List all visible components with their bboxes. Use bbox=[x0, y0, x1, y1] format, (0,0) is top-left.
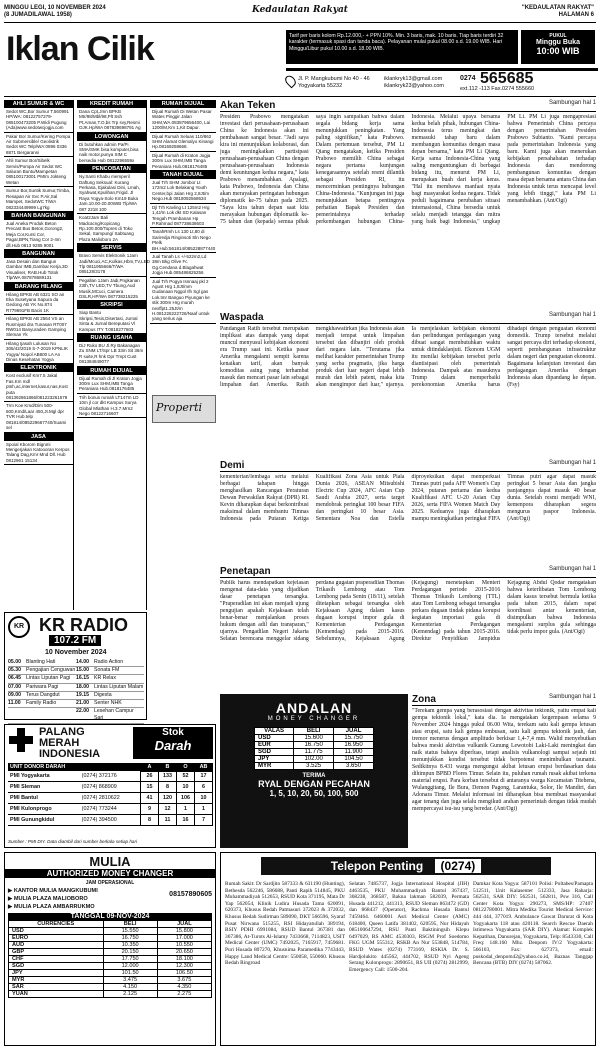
program-time: 06.45 bbox=[8, 675, 21, 682]
pmi-unit-header: UNIT DONOR DARAH bbox=[8, 763, 141, 771]
hours-box bbox=[521, 30, 595, 64]
currency-code: SAR bbox=[9, 984, 104, 991]
mulia-col-header: BELI bbox=[103, 921, 157, 928]
telepon-title: Telepon Penting bbox=[330, 859, 424, 873]
phone-number: 565685 bbox=[480, 70, 534, 87]
kr-radio-box bbox=[4, 612, 147, 720]
location-pin-icon bbox=[283, 74, 298, 89]
rate-value: 11.900 bbox=[334, 749, 374, 756]
classified-heading: BANGUNAN bbox=[4, 250, 73, 258]
pmi-title-3: INDONESIA bbox=[39, 748, 101, 760]
hours-tag: PUKUL bbox=[549, 33, 567, 39]
currency-code: CHF bbox=[9, 956, 104, 963]
blood-stock-value: 1 bbox=[177, 804, 195, 815]
andalan-promo-2: RYAL DENGAN PECAHAN bbox=[258, 779, 370, 789]
article-title: Akan Teken bbox=[220, 100, 276, 111]
rate-value: 106.50 bbox=[157, 970, 211, 977]
masthead-right bbox=[522, 5, 594, 19]
rate-value: 3.475 bbox=[103, 977, 157, 984]
article-body: "Terekam gempa yang berasosiasi dengan aktivitas tektonik, yaitu empat kali gempa tektonik lokal," kata dia. Ia mengatakan kegempaan selama 9 November 2024 hingga pukul 06.00 Wita, terekam satu kali gempa letusan atau erupsi, satu kali gempa embusan, satu kali gempa tektonik jauh, dan tremor menerus dengan amplitudo berkisar 1,4-7,4 mm. Walid menyebutkan bahwa meski aktivitas vulkanik Gunung Lewotobi Laki-Laki meningkat dan naik status bahaya diperluas, tetapi analisis vulkanologi sampai sejauh ini menunjukkan kondisi tersebut tidak berpotensi menimbulkan tsunami. Sedikitnya 8.431 warga mengungsi akibat letusan erupsi berdasarkan data dihimpun BPBD Flores Timur. Selain itu, puluhan rumah rusak akibat terkena material erupsi. Para korban tersebut di antaranya warga Kecamatan Titehena, Wulanggitang, Ile Bura, Demon Pagong, Larantuka, Solor, Ile Mandiri, dan Adonara Timur. Melalui informasi ini diharapkan bisa membuat masyarakat agar tenang dan juga selalu mengikuti arahan pemerintah dengan tidak mudah mempercayai isu-isu yang beredar. (Ant/Ogi) bbox=[412, 708, 596, 812]
rate-value: 10.550 bbox=[157, 942, 211, 949]
rate-value: 4.150 bbox=[103, 984, 157, 991]
classified-ad: Jual Aneka Produk Beton Precast Bus Beton,Gorong2, Meja Cor,Kursi Cor, Pagar,BPN,Tiang Cor 2-4m dll.Hub 0813 9285 9001 bbox=[4, 220, 73, 250]
address-line2: Yogyakarta 55232 bbox=[298, 83, 343, 89]
article-body: Publik harus mendapatkan kejelasan mengenai data-data yang dijadikan dasar penetapan tersangka. "Praperadilan ini akan menjadi ujung pengujian apakah Kejaksaan telah benar-benar menjalankan proses hukum dengan adil dan transparan," ujarnya. Pengadilan Negeri Jakarta Selatan berencana menggelar sidang perdana gugatan praperadilan Thomas Trikasih Lembong atau Tom Lembong pada Senin (18/11), setelah ditetapkan sebagai tersangka oleh Kejaksaan Agung dalam kasus dugaan korupsi impor gula di Kementerian Perdagangan (Kemendag) pada 2015-2016. Sebelumnya, Kejaksaan Agung (Kejagung) menetapkan Menteri Perdagangan periode 2015-2016 Thomas Trikasih Lembong (TTL) atau Tom Lembong sebagai tersangka perkara dugaan tindak pidana korupsi kegiatan importasi gula di Kementerian Perdagangan (Kemendag) pada tahun 2015-2016. Direktur Penyidikan Jampidus Kejagung Abdul Qodar mengatakan bahwa keterlibatan Tom Lembong dalam kasus tersebut bermula ketika pada tahun 2015, dalam rapat koordinasi antar kementerian, disimpulkan bahwa Indonesia mengalami surplus gula sehingga tidak perlu impor gula. (Ant/Ogi) bbox=[220, 580, 596, 642]
program-name: Radio Action bbox=[94, 659, 124, 665]
program-time: 11.00 bbox=[8, 700, 21, 707]
email-2[interactable]: iklankryk23@yahoo.com bbox=[384, 83, 444, 89]
classified-heading: LOWONGAN bbox=[77, 133, 146, 141]
mulia-rate-row bbox=[9, 942, 212, 949]
phone-ext: ext.112 -113 Fax.0274 555660 bbox=[460, 86, 535, 92]
masthead-page: HALAMAN 6 bbox=[558, 12, 594, 18]
andalan-rate-row bbox=[255, 742, 374, 749]
blood-type-header: B bbox=[159, 763, 177, 771]
pmi-row bbox=[8, 815, 213, 826]
classified-heading: AHLI SUMUR & WC bbox=[4, 100, 73, 108]
program-time: 05.00 bbox=[8, 659, 21, 665]
mulia-branch: ▶ MULIA PLAZA MALIOBORO bbox=[8, 896, 88, 902]
currency-code: SGD bbox=[255, 749, 294, 756]
pmi-table bbox=[8, 763, 213, 826]
classified-heading: TANAH DIJUAL bbox=[150, 171, 216, 179]
classified-ad: Dijual Rumah di Jl Kraton Jogja 300m Lux SHM,IMB Tanga Peraniara Hub.0818176485 bbox=[77, 375, 146, 394]
classified-ad: Trm Koe Kmd/Dim 500-600,Kmd/Laar 450,Jt.Mgl dpr TVR Hub.telp 081814/085229667740/Suami sel bbox=[4, 402, 73, 432]
radio-schedule bbox=[8, 659, 144, 724]
rate-value: 2.275 bbox=[157, 991, 211, 998]
masthead-date-text: MINGGU LEGI, 10 NOVEMBER 2024 bbox=[4, 5, 106, 11]
blood-stock-value: 1 bbox=[195, 804, 213, 815]
program-name: Lintas Liputan Pagi bbox=[26, 675, 71, 682]
classified-heading: BARANG HILANG bbox=[4, 283, 73, 291]
hours-label: Minggu Buka bbox=[536, 39, 580, 46]
classified-ad: Pegallan 1Jam Jadi,Pngkanan 23th,TV LED,TV Tbung,Aud Musik,MCuci, Camera DSLR,HP/WA 087738215225 bbox=[77, 277, 146, 302]
pmi-unit: PMI Bantul bbox=[8, 793, 82, 804]
classified-column-1 bbox=[4, 100, 74, 610]
mulia-rate-row bbox=[9, 963, 212, 970]
program-time: 05.30 bbox=[8, 667, 21, 674]
iklan-address bbox=[298, 76, 370, 90]
pmi-unit: PMI Gunungkidul bbox=[8, 815, 82, 826]
classified-heading: RUMAH DIJUAL bbox=[150, 100, 216, 108]
rate-value: 4.350 bbox=[157, 984, 211, 991]
program-name: Terus Dangdut bbox=[26, 691, 60, 698]
mulia-phone: 08157890605 bbox=[169, 891, 212, 898]
classified-heading: ELEKTRONIK bbox=[4, 364, 73, 372]
andalan-promo-3: 1, 5, 10, 20, 50, 100, 500 bbox=[269, 789, 359, 798]
classified-heading: JASA bbox=[4, 433, 73, 441]
mulia-rate-row bbox=[9, 956, 212, 963]
address-line1: Jl. P. Mangkubumi No 40 - 46 bbox=[298, 76, 370, 82]
blood-stock-value: 8 bbox=[159, 782, 177, 793]
article-title: Waspada bbox=[220, 312, 264, 323]
rate-value: 102.00 bbox=[294, 756, 334, 763]
article-title: Zona bbox=[412, 694, 436, 705]
classified-ad: Kost exclusif Km7.5 Jakal Fas.Km mdl ptnh,ac,internet,kasur,nas,Kost puta 081392861866/081223261578 bbox=[4, 372, 73, 402]
article-zona bbox=[412, 694, 596, 846]
classified-ad: Trih bonus rumah LT147m LD 10m jl cor dkt Kampus Surya Global Mlathan H.3.7.Mrn2 Nego 08122716607 bbox=[77, 394, 146, 419]
telepon-code: (0274) bbox=[435, 859, 482, 873]
classified-ad: Dijual Rumah Di Wetan Pasar Wates Pinggir Jalan SHM,WA.083879656400, Lai 1200/M,Km 1,Kit Dapur. bbox=[150, 108, 216, 133]
classified-ad: Hilang BPKB AB 6321 SO an Eka Susetyana Sapura da Gedong AB YK No.874 R779691FB Bacis 1K bbox=[4, 291, 73, 316]
masthead-hijri: (8 JUMADILAWAL 1958) bbox=[4, 12, 72, 18]
classified-ad: Ahli Sumur Bor/Sibelk Servis/Pompa Air Sedot WC Saluran Buntu/Mampetan 085100173001 PMIm Jokteng Wetan bbox=[4, 157, 73, 187]
rate-value: 15.750 bbox=[334, 735, 374, 742]
currency-code: MYR bbox=[9, 977, 104, 984]
pmi-tel: (0274) 394500 bbox=[82, 815, 141, 826]
mulia-col-header: CURRENCIES bbox=[9, 921, 104, 928]
article-waspada bbox=[220, 312, 596, 456]
radio-schedule-row bbox=[8, 700, 144, 708]
andalan-promo-1: TERIMA bbox=[302, 773, 326, 779]
classified-ad: Siap Bantu Skripsi,Tesis,Disertasi, Jurnal Sinta & Jurnal Bereputasi Vl Kampus ITY T.0818277603 bbox=[77, 309, 146, 334]
article-body: kementerian/lembaga serta melalui berbagai tahapan hingga menghasilkan Rancangan Peraturan Dewan Perwakilan Rakyat (DPR) RI. Kevin diharapkan dapat berkontribusi maksimal dalam membantu Timnas Indonesia pada Putaran Ketiga Kualifikasi Zona Asia untuk Piala Dunia 2026, ASEAN Mitsubishi Electric Cup 2024, AFC Asian Cup Saudi Arabia 2027, serta target mendobrak peringkat 100 besar FIFA dan peringkat 10 besar Asia. Sementara Noa dan Estella diproyeksikan dapat memperkuat Timnas putri pada AFF Women's Cup 2024, putaran pertama dan kedua Kualifikasi AFC U-20 Asian Cup 2026, serta FIFA Women Match Day 2025. Keduanya juga diharapkan mampu meningkatkan peringkat FIFA Timnas putri agar dapat masuk peringkat 5 besar Asia dan jangka panjangnya dapat masuk 40 besar dunia. Setelah resmi menjadi WNI, kemenpora diharapkan segera mengurus paspor Indonesia. (Ant/Ogi) bbox=[220, 474, 596, 522]
article-title: Penetapan bbox=[220, 566, 271, 577]
andalan-tag: MONEY CHANGER bbox=[267, 716, 361, 722]
pmi-unit: PMI Kulonprogo bbox=[8, 804, 82, 815]
article-sambung: Sambungan hal 1 bbox=[548, 460, 596, 466]
mulia-branches bbox=[8, 887, 138, 911]
classified-ad: Bravo Servis Elektronik 1Jam Jadi/Mcuci,AC,Kulkas,Hbm,TV,LED Tlp 0811955666/T/WA 085128/3178 bbox=[77, 252, 146, 277]
article-demi bbox=[220, 460, 596, 566]
classified-ad: Dijual Rumah di Kraton Jogja 300m Lux SHM,IMB Tanga Peraniara Hub.0818176485 bbox=[150, 152, 216, 171]
iklan-cilik-title: Iklan Cilik bbox=[6, 30, 154, 68]
blood-stock-value: 7 bbox=[195, 815, 213, 826]
rate-value: 16.750 bbox=[103, 935, 157, 942]
classified-ad: Djl Trh Kavling Lt 125m2 Hrg 1,4J/m Lok dkt SD Kalasan Tengah Prambanan Hp P.Rahmad 087738638603 bbox=[150, 204, 216, 229]
classified-heading: BAHAN BANGUNAN bbox=[4, 212, 73, 220]
masthead-logo: Kedaulatan Rakyat bbox=[252, 5, 348, 15]
rate-value: 17.000 bbox=[157, 935, 211, 942]
program-time: 18.00 bbox=[76, 683, 89, 690]
blood-stock-value: 10 bbox=[195, 793, 213, 804]
mulia-rate-row bbox=[9, 991, 212, 998]
classified-heading: RUANG USAHA bbox=[77, 334, 146, 342]
andalan-rate-row bbox=[255, 756, 374, 763]
program-time: 15.00 bbox=[76, 667, 89, 674]
pmi-tel: (0274) 868909 bbox=[82, 782, 141, 793]
rate-value: 3.675 bbox=[157, 977, 211, 984]
classified-ad: Jual Trh SHM Jombor Lt 172m2 Lok Belakang Youth Center,bpi Jalan Hrg 2,8Jt/m Nego.Hub 0818092568634 bbox=[150, 179, 216, 204]
andalan-brand: ANDALAN bbox=[275, 700, 353, 716]
blood-type-header: A bbox=[141, 763, 159, 771]
rate-value: 20.650 bbox=[157, 949, 211, 956]
currency-code: MYR bbox=[255, 763, 294, 770]
classified-ad: Pakar Bor Sumur/Kering Pompa Air Submersible/ Geolistrik Sedot WC Telp/WA:0896 0336 8871 Bergaransi bbox=[4, 133, 73, 158]
blood-stock-value: 26 bbox=[141, 771, 159, 782]
stok-darah-badge bbox=[133, 727, 213, 759]
mulia-rate-row bbox=[9, 935, 212, 942]
rate-value: 2.125 bbox=[103, 991, 157, 998]
currency-code: EUR bbox=[255, 742, 294, 749]
classified-ad: Dijual Rumah Seluas 110/862 SHM Alamat Glemalyo Kinangi Hp.08159258668. bbox=[150, 133, 216, 152]
rate-value: 11.775 bbox=[294, 749, 334, 756]
mulia-rate-row bbox=[9, 970, 212, 977]
mulia-subtitle: AUTHORIZED MONEY CHANGER bbox=[5, 869, 215, 878]
pmi-row bbox=[8, 771, 213, 782]
classified-ad: DiJ Ruko BU Jl.Ry Bakanagan Zu SNM LT/Spr LB 33m Sit 36m R suite,R hnk Dpr Tmpt Cust 081384849077 bbox=[77, 342, 146, 367]
pmi-tel: (0274) 2810622 bbox=[82, 793, 141, 804]
rate-value: 101.50 bbox=[103, 970, 157, 977]
article-sambung: Sambungan hal 1 bbox=[548, 100, 596, 106]
classified-ad: Dana Cpt,Jmn BPKB Mtr/98/Mbl/98,Plt Ssh Pt,Aman,T.O,bs Trp svy,Resmi OJK.Hp/WA 087839698791 Ag bbox=[77, 108, 146, 133]
stok-label: Stok bbox=[162, 727, 184, 738]
stok-word: Darah bbox=[154, 738, 192, 753]
radio-schedule-row bbox=[8, 667, 144, 675]
classified-ad: Spoial Kborom Bignmi Mengerjakan Katoooran Kerpos Talang Dag,Kmr Mnd Dll. Hub 0812961 15134 bbox=[4, 441, 73, 466]
currency-code: JPY bbox=[255, 756, 294, 763]
pmi-row bbox=[8, 793, 213, 804]
pmi-unit: PMI Sleman bbox=[8, 782, 82, 793]
masthead-paper: "KEDAULATAN RAKYAT" bbox=[521, 5, 594, 11]
pmi-box bbox=[4, 724, 216, 848]
program-name: Senter NHK bbox=[94, 700, 122, 707]
blood-stock-value: 11 bbox=[159, 815, 177, 826]
program-time: 16.15 bbox=[76, 675, 89, 682]
classified-ad: Hilang Ijasah Lulusan No 305/42/2019 S-7-2019 KPNLIK Yogya/ Nopol AB800 LA An Dinas Kesehatan Yogya bbox=[4, 340, 73, 365]
program-name: KR Relax bbox=[94, 675, 116, 682]
program-time: 14.00 bbox=[76, 659, 89, 665]
program-name: Lesehan Campur Sari bbox=[94, 708, 134, 722]
classified-ad: Sedot WC,Bor Sumur T.560991 HP/WA: 08122757279-085100473205 P.Widi Pugung (Ada)www.sedotwcjogja.com bbox=[4, 108, 73, 133]
rate-value: 17.750 bbox=[103, 956, 157, 963]
mulia-hours: JAM OPERASIONAL bbox=[85, 880, 135, 886]
hours-time: 10:00 WIB bbox=[536, 46, 580, 56]
masthead-date bbox=[4, 5, 154, 19]
andalan-col-header: JUAL bbox=[334, 728, 374, 735]
radio-schedule-row bbox=[8, 684, 144, 692]
classified-ad: Ny.Santi Khabu memperil Daftung Seksual: Kurang Perkasa, Ejakulasi Dini, Lmah, Syahwat,Kpulihan,Frigid. Jl Raya Yogya-Solo Km19 Buka Jam.10.00-20.00WIB Tlp/WA 087 2218 100 bbox=[77, 173, 146, 214]
rate-value: 15.800 bbox=[157, 928, 211, 935]
rate-value: 15.600 bbox=[294, 735, 334, 742]
article-sambung: Sambungan hal 1 bbox=[548, 694, 596, 700]
mulia-rate-row bbox=[9, 984, 212, 991]
kr-radio-date: 10 November 2024 bbox=[45, 649, 107, 656]
pmi-footer: Sumber : PMI DIY. Data diambil dari sumber berkala setiap hari bbox=[8, 839, 138, 844]
blood-stock-value: 10 bbox=[177, 782, 195, 793]
program-name: Digesta bbox=[94, 691, 112, 698]
classified-ad: Jasa Desain dan Bangun Gambar IMB,Gambar Kerja,3D Visualiser, RAB.Hub Totok Tlp/WA 087878689131 bbox=[4, 258, 73, 283]
article-title: Demi bbox=[220, 460, 245, 471]
rate-value: 3.525 bbox=[294, 763, 334, 770]
rate-value: 15.550 bbox=[103, 928, 157, 935]
currency-code: USD bbox=[255, 735, 294, 742]
blood-stock-value: 41 bbox=[141, 793, 159, 804]
classified-column-2 bbox=[77, 100, 150, 610]
classified-ad: Hilang BPKB AB 2564 VS an Rusmiyati dra Tunasan RT007 RW014 Banyuraden Gamping Sleman Yk bbox=[4, 315, 73, 340]
currency-code: JPY bbox=[9, 970, 104, 977]
telepon-header bbox=[261, 857, 551, 875]
andalan-header-row bbox=[255, 728, 374, 735]
andalan-rate-row bbox=[255, 749, 374, 756]
currency-code: SGD bbox=[9, 963, 104, 970]
pmi-title-2: MERAH bbox=[39, 737, 80, 749]
pmi-header-row bbox=[8, 763, 213, 771]
classified-heading: SKRIPSI bbox=[77, 301, 146, 309]
telepon-col-2: Selatan 7485737, Jogja International Hospital (JIH) 4463535, PKU Muhammadiyah Bantul 367437, 368238, 368587, Bakna lakman 582039, Permata Husada 441212, 441313, RSUD Sleman 863472 (GD) dan 868437 (Operator), Rachma Husada Bantul 7459464. 6460001 Asri Medical Center (AMC) 618400, Queen Latifa 381402, 620595, Nur Hidayah 085100647294, RSU Panti Baktiningsih Klepu 6497029, RS AMC 4530303, RSGM Prof Soedomo FKG UGM 555312, RSKB An Nur 553848, 514784, RSUD Wates (0274) 773169, RSKIA Dr. S. Hardjolukito 445562, 444702, RSUD Nyi Ageng Serang Kulonprogo: 2890651, RS UII (0274) 2812999, Emergency Call: 1500-204. bbox=[349, 881, 469, 973]
radio-schedule-row bbox=[8, 692, 144, 700]
program-name: Family Radio bbox=[26, 700, 57, 707]
blood-type-header: O bbox=[177, 763, 195, 771]
mulia-branch: ▶ MULIA PLAZA AMBARRUKMO bbox=[8, 904, 95, 910]
mulia-rate-row bbox=[9, 949, 212, 956]
blood-stock-value: 15 bbox=[141, 782, 159, 793]
classified-ad: Jual Trh Pogya Isnnaaj pkl 2 Agust Hrg 1,8Jt/mm Gudanaan Nggol Ilh Sgl gas Lok.tmr Banguo Piyungan ke stik 300m Hrg murah nexffpt1.25Jt/m H.081226222726/Naaf untuk yang serius aja bbox=[150, 278, 216, 324]
program-name bbox=[26, 708, 76, 722]
andalan-box bbox=[220, 694, 408, 848]
program-time: 22.00 bbox=[76, 708, 89, 715]
mulia-brand: MULIA bbox=[89, 854, 131, 869]
telepon-col-3: Damkar Kota Yogya: 587101 Polisi: Poltabes/Pamapta 512511, Unit Kalasenter 512333, Jasa Raharja: 562531, SAR DIY: 562531, 562811, Psw 316, Call Center Kota Yogya: 290273, SMS/HP: 27407 08122780001. Mitra Medika Tourist Medical Service: 444 444, 377019. Ambulance Gawat Darurat di Kota Yogyakarta 118 atau 420118. Search Rescue Daerah Istimewa Yogyakarta (SAR DIY). Alamat: Komplek Kepatihan, Danurejan, Yogyakarta, Telp: 8543330, Call Freq: 148.160 Mhz. Denpom IV/2 Yogyakarta: 566103, Fax: 627373, email: puskodal_denpom42@yahoo.co.id, Baznas Tanggap Bencana (BTB) DIY (0274) 587062. bbox=[473, 881, 593, 967]
header-underline bbox=[286, 68, 598, 71]
mulia-box bbox=[4, 852, 216, 1046]
radio-logo-icon: KR bbox=[8, 616, 30, 638]
program-name: Pengajian Cenguwan bbox=[26, 667, 76, 674]
currency-code: AUD bbox=[9, 942, 104, 949]
currency-code: USD bbox=[9, 928, 104, 935]
mulia-branch: ▶ KANTOR MULIA MANGKUBUMI bbox=[8, 888, 98, 894]
rate-value: 16.950 bbox=[334, 742, 374, 749]
andalan-col-header: BELI bbox=[294, 728, 334, 735]
program-time: 09.00 bbox=[8, 691, 21, 698]
program-time bbox=[8, 708, 26, 722]
mulia-header-row bbox=[9, 921, 212, 928]
radio-schedule-row bbox=[8, 675, 144, 683]
program-name: Blanting Hati bbox=[26, 659, 56, 665]
pmi-title-1: PALANG bbox=[39, 726, 85, 738]
rate-value: 16.750 bbox=[294, 742, 334, 749]
rate-value: 10.350 bbox=[103, 942, 157, 949]
article-penetapan bbox=[220, 566, 596, 688]
rate-value: 12.000 bbox=[103, 963, 157, 970]
kr-radio-freq: 107.2 FM bbox=[49, 635, 101, 646]
classified-ad: Di butuhkan admin Pa/Pi SMA/SMK bisa komputer,bisa naik motor,punya SIM C bersedia Hub 0812296559x bbox=[77, 141, 146, 166]
mulia-date: TANGGAL 09-NOV-2024 bbox=[8, 913, 212, 920]
article-body: Pandangan Ratih tersebut merupakan implikasi atas dampak yang dapat muncul menyusul kebijakan ekonomi era Trump saat ini. Ketika pasar Amerika mengalami sempit karena kenaikan tarif, akan banyak komoditas asing yang terhambat masuk dan mencari pasar lain sebagai limpahan dari Amerika. Ratih mengkhawatirkan jika Indonesia akan menjadi tempat untuk limpahan tersebut dan dibanjiri oleh produk dari negara lain. "Terutama jika melihat karakter pemerintahan Trump yang serba pragmatis, jika harga produk dari luar negeri dapat lebih murah dan lebih patent, maka kita akan mengimpor dari luar," ujarnya. Ia menjelaskan kebijakan ekonomi dan perlindungan perdagangan yang dibuat sangat membutuhkan waktu untuk ditindaklanjuti. Ekonom UGM itu menilai kebijakan tersebut perlu diantisipasi oleh pemerintah Indonesia. Dampak atas masuknya Trump dalam memperbaiki perekonomian Amerika harus dihadapi dengan penguatan ekonomi domestik. Trump tersebut melalui sangat percaya diri terhadap ekonomi, seperti pembangunan infrastruktur dalam negeri dan penguatan ekonomi. Bagaimana kelanjutan investasi dan perdagangan Amerika dengan Indonesia akan dipandang ke depan. (Fsy) bbox=[220, 326, 596, 388]
blood-type-header: AB bbox=[195, 763, 213, 771]
blood-stock-value: 52 bbox=[177, 771, 195, 782]
kr-radio-name: KR RADIO bbox=[39, 615, 128, 635]
blood-stock-value: 120 bbox=[159, 793, 177, 804]
radio-schedule-row bbox=[8, 708, 144, 723]
classified-heading: PENCOBATAN bbox=[77, 165, 146, 173]
iklan-rule bbox=[4, 96, 596, 97]
classified-column-3 bbox=[150, 100, 216, 610]
andalan-rate-row bbox=[255, 735, 374, 742]
mulia-col-header: JUAL bbox=[157, 921, 211, 928]
rate-value: 12.300 bbox=[157, 963, 211, 970]
blood-stock-value: 9 bbox=[141, 804, 159, 815]
andalan-col-header: VALAS bbox=[255, 728, 294, 735]
blood-stock-value: 17 bbox=[195, 771, 213, 782]
pmi-unit: PMI Yogyakarta bbox=[8, 771, 82, 782]
masthead-rule bbox=[4, 22, 596, 23]
blood-stock-value: 12 bbox=[159, 804, 177, 815]
andalan-rates-table bbox=[254, 727, 374, 770]
article-akan-teken bbox=[220, 100, 596, 310]
mulia-rate-row bbox=[9, 928, 212, 935]
program-name: Sonata FM bbox=[94, 667, 120, 674]
telepon-penting-box bbox=[220, 852, 596, 1046]
pmi-row bbox=[8, 804, 213, 815]
mulia-rates-table bbox=[8, 920, 212, 998]
tarif-box: Tarif per baris kolom Rp.12.000,- + PPN 10%. Min. 3 baris, mak. 10 baris. Tiap baris terdiri 32 karakter (termasuk spasi dan tanda baca). Pelayanan mulai pukul 08.00 s.d. 19.00 WIB. Hari Minggu/Libur pukul 10.00 s.d. 18.00 WIB. bbox=[286, 30, 518, 64]
email-1[interactable]: iklankryk13@gmail.com bbox=[384, 76, 443, 82]
pmi-row bbox=[8, 782, 213, 793]
rate-value: 20.150 bbox=[103, 949, 157, 956]
blood-stock-value: 8 bbox=[141, 815, 159, 826]
blood-stock-value: 133 bbox=[159, 771, 177, 782]
classified-heading: SERVIS bbox=[77, 244, 146, 252]
blood-stock-value: 6 bbox=[195, 782, 213, 793]
pmi-tel: (0274) 372176 bbox=[82, 771, 141, 782]
currency-code: GBP bbox=[9, 949, 104, 956]
rate-value: 18.100 bbox=[157, 956, 211, 963]
pmi-title bbox=[39, 727, 100, 760]
mulia-rate-row bbox=[9, 977, 212, 984]
blood-stock-value: 16 bbox=[177, 815, 195, 826]
properti-banner: Properti bbox=[152, 395, 216, 423]
rate-value: 104.50 bbox=[334, 756, 374, 763]
phone-prefix: 0274 bbox=[460, 75, 476, 82]
red-cross-icon bbox=[9, 728, 33, 752]
classified-ad: Koat2Jam Bali Madcacng/Kopicang Rp.100.000/Topres di Toko Sekal, Sampung/ Sabtuang Plaza Malioboro 2A bbox=[77, 214, 146, 244]
classified-ad: TanahRmh Ls 130 Lt,80 di Sariredja Ringinsoti Sln Nego Ptelk BH.Hub:561814/085228877440 bbox=[150, 228, 216, 253]
currency-code: YUAN bbox=[9, 991, 104, 998]
classified-ad: Jual Tanah Ls +/-522m2,Ld 38m Bkg Olive Fc Gg.Cendana d.Blagahwat Jogja Hub.085486825256 bbox=[150, 253, 216, 278]
radio-schedule-row bbox=[8, 659, 144, 667]
classified-ad: Sumur Bor,Suntik Sumur,Timba, Resapan Air Svc P.Air,Sal Mampet, SedotWC T/WA 082334449999 Lg7kg bbox=[4, 187, 73, 212]
telepon-col-1: Rumah Sakit: Dr Sardjito 587333 & 631190 (Hunting), Bethesda 562246, 586688, Panti Rapih 514845, PKU Muhammadiyah 512653, RSUD Kota 371195, Mata Dr Yap 562054, Klinik Ludira Husada Tama 620091, 620373, Khusus Bedah Patmasuri 372023 & 372032, Khusus Bedah Sudirman 589090, DKT 566596, Syaraf Pusat Nirwana 515255, RSI Hidayatullah 389194, RSIY PDHI 6991084, RSUD Bantul 367381 dan 367386, At-Turots Al-Islamy 7433668, 7114823, USIT Medical Center (UMC) 7492025, 7165917, 7459681. Puri Husada 807270, Khusnima Paramedika 7743443, Happy Land Medical Centre: 550058, 550060. Khusus Bedah Ringroad bbox=[225, 881, 345, 967]
program-time: 19.15 bbox=[76, 691, 89, 698]
classified-heading: RUMAH DIJUAL bbox=[77, 367, 146, 375]
article-body: Presiden Prabowo mengatakan investasi dari perusahaan-perusahaan China ke Indonesia akan ini pembahasan sangat besar. "Jadi saya kira ini menunjukkan kolaborasi, dan juga meningkatkan partisipasi perusahaan-perusahaan China dengan perusahaan-perusahaan Indonesia demi keuntungan kedua negara," kata Prabowo menambahkan. Apalagi, kata Prabowo, Indonesia dan China akan merayakan peringatan hubungan diplomatik ke-75 tahun pada 2025. "Saya kira tahun depan saat kita merayakan hubungan diplomatik ke-75 tahun dan (kepada) semua pihak saya ingin sampaikan bahwa dalam segala bidang kerja sama menunjukkan peningkatan. Yang paling signifikan," kata Prabowo. Dalam pertemuan tersebut, PM Li Qiang mengatakan, ketika Presiden Prabowo memilih China sebagai negara pertama kunjungan kenegaraannya setelah resmi dilantik sebagai Presiden RI, itu mencerminkan pentingnya hubungan China-Indonesia. "Kunjungan ini juga menunjukkan betapa pentingnya perhatian Bapak Presiden dan pemerintahnya terhadap perkembangan hubungan China-Indonesia. Melalui upaya bersama kedua belah pihak, hubungan China-Indonesia terus meningkat dan memasuki tahap baru dalam membangun komunitas dengan masa depan bersama," kata PM Li Qiang. Kerja sama Indonesia-China yang saling menguntungkan di berbagai bidang itu, menurut PM Li, merupakan buah dari kerja keras. "Hal itu membawa manfaat nyata bagi masyarakat kedua negara. Tidak peduli bagaimana perubahan situasi internasional, China bersedia untuk selalu menjadi tetangga dan mitra yang baik bagi Indonesia," ungkap PM Li. PM Li juga mengapresiasi bahwa Pemerintah China percaya dengan pemerintahan Presiden Prabowo Subianto. "Kami percaya pada pemerintahan Indonesia yang baru. Kami juga akan menerukan kebijakan persahabatan terhadap Indonesia dan mendorong pembangunan komunitas dengan masa depan bersama antara China dan Indonesia untuk terus mencapai level yang lebih tinggi," kata PM Li menambahkan. (Ant/Ogi) bbox=[220, 114, 596, 225]
pmi-tel: (0274) 773244 bbox=[82, 804, 141, 815]
program-name: Pariwara Pagi bbox=[26, 683, 59, 690]
program-name: Lintas Liputan Malam bbox=[94, 683, 144, 690]
currency-code: EURO bbox=[9, 935, 104, 942]
program-time: 21.00 bbox=[76, 700, 89, 707]
blood-stock-value: 106 bbox=[177, 793, 195, 804]
article-sambung: Sambungan hal 1 bbox=[548, 566, 596, 572]
classified-heading: KREDIT RUMAH bbox=[77, 100, 146, 108]
rate-value: 3.650 bbox=[334, 763, 374, 770]
andalan-rate-row bbox=[255, 763, 374, 770]
article-sambung: Sambungan hal 1 bbox=[548, 312, 596, 318]
iklan-email bbox=[384, 76, 444, 90]
program-time: 07.00 bbox=[8, 683, 21, 690]
